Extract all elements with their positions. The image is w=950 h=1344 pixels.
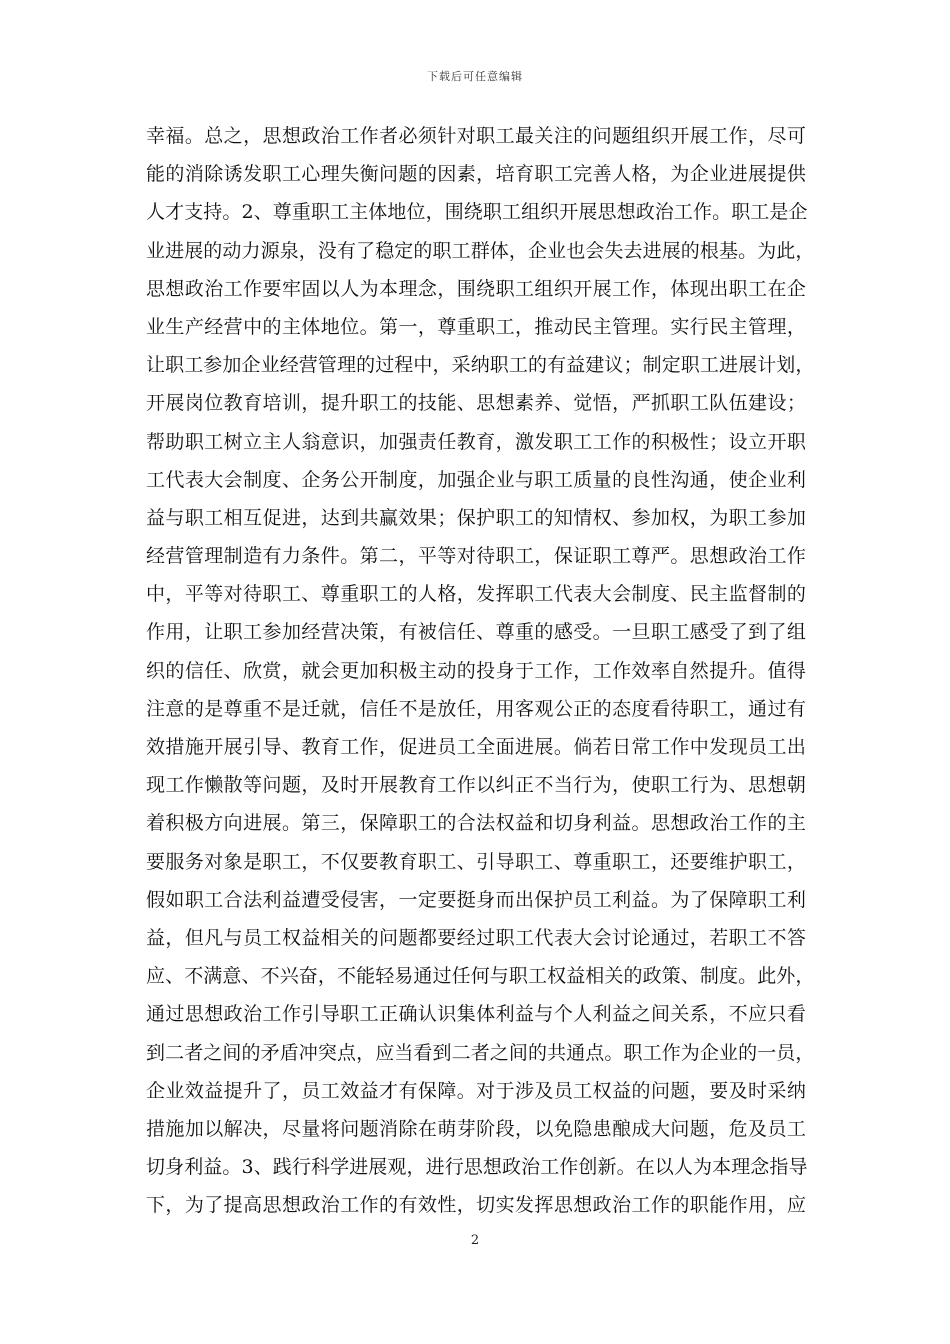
text-line: 现工作懒散等问题，及时开展教育工作以纠正不当行为，使职工行为、思想朝 [146,774,806,797]
text-line: 企业效益提升了，员工效益才有保障。对于涉及员工权益的问题，要及时采纳 [146,1079,806,1102]
text-line: 切身利益。3、践行科学进展观，进行思想政治工作创新。在以人为本理念指导 [146,1156,808,1179]
text-line: 能的消除诱发职工心理失衡问题的因素，培育职工完善人格，为企业进展提供 [146,163,806,186]
text-line: 织的信任、欣赏，就会更加积极主动的投身于工作，工作效率自然提升。值得 [146,659,806,682]
text-line: 经营管理制造有力条件。第二，平等对待职工，保证职工尊严。思想政治工作 [146,545,806,568]
text-line: 假如职工合法利益遭受侵害，一定要挺身而出保护员工利益。为了保障职工利 [146,888,806,911]
text-line: 开展岗位教育培训，提升职工的技能、思想素养、觉悟，严抓职工队伍建设； [146,392,806,415]
text-line: 人才支持。2、尊重职工主体地位，围绕职工组织开展思想政治工作。职工是企 [146,201,808,224]
text-line: 着积极方向进展。第三，保障职工的合法权益和切身利益。思想政治工作的主 [146,812,806,835]
text-line: 让职工参加企业经营管理的过程中，采纳职工的有益建议；制定职工进展计划， [146,354,815,377]
page-number: 2 [470,1233,480,1248]
text-line: 工代表大会制度、企务公开制度，加强企业与职工质量的良性沟通，使企业利 [146,468,806,491]
text-line: 益，但凡与员工权益相关的问题都要经过职工代表大会讨论通过，若职工不答 [146,926,806,949]
text-line: 应、不满意、不兴奋，不能轻易通过任何与职工权益相关的政策、制度。此外， [146,965,815,988]
text-line: 措施加以解决，尽量将问题消除在萌芽阶段，以免隐患酿成大问题，危及员工 [146,1117,806,1140]
page-header: 下载后可任意编辑 [427,70,523,83]
text-line: 下，为了提高思想政治工作的有效性，切实发挥思想政治工作的职能作用，应 [146,1194,806,1217]
text-line: 业生产经营中的主体地位。第一，尊重职工，推动民主管理。实行民主管理， [146,315,806,338]
document-body [146,117,815,1224]
text-line: 到二者之间的矛盾冲突点，应当看到二者之间的共通点。职工作为企业的一员， [146,1041,815,1064]
text-line: 业进展的动力源泉，没有了稳定的职工群体，企业也会失去进展的根基。为此， [146,239,815,262]
text-line: 幸福。总之，思想政治工作者必须针对职工最关注的问题组织开展工作，尽可 [146,125,806,147]
text-line: 中，平等对待职工、尊重职工的人格，发挥职工代表大会制度、民主监督制的 [146,583,806,606]
text-line: 效措施开展引导、教育工作，促进员工全面进展。倘若日常工作中发现员工出 [146,736,806,758]
text-line: 益与职工相互促进，达到共赢效果；保护职工的知情权、参加权，为职工参加 [146,506,806,529]
text-line: 注意的是尊重不是迁就，信任不是放任，用客观公正的态度看待职工，通过有 [146,697,806,720]
text-line: 思想政治工作要牢固以人为本理念，围绕职工组织开展工作，体现出职工在企 [146,277,806,300]
text-line: 帮助职工树立主人翁意识，加强责任教育，激发职工工作的积极性；设立开职 [146,430,806,453]
text-line: 要服务对象是职工，不仅要教育职工、引导职工、尊重职工，还要维护职工， [146,850,806,873]
text-line: 通过思想政治工作引导职工正确认识集体利益与个人利益之间关系，不应只看 [146,1003,806,1026]
text-line: 作用，让职工参加经营决策，有被信任、尊重的感受。一旦职工感受了到了组 [146,621,806,644]
